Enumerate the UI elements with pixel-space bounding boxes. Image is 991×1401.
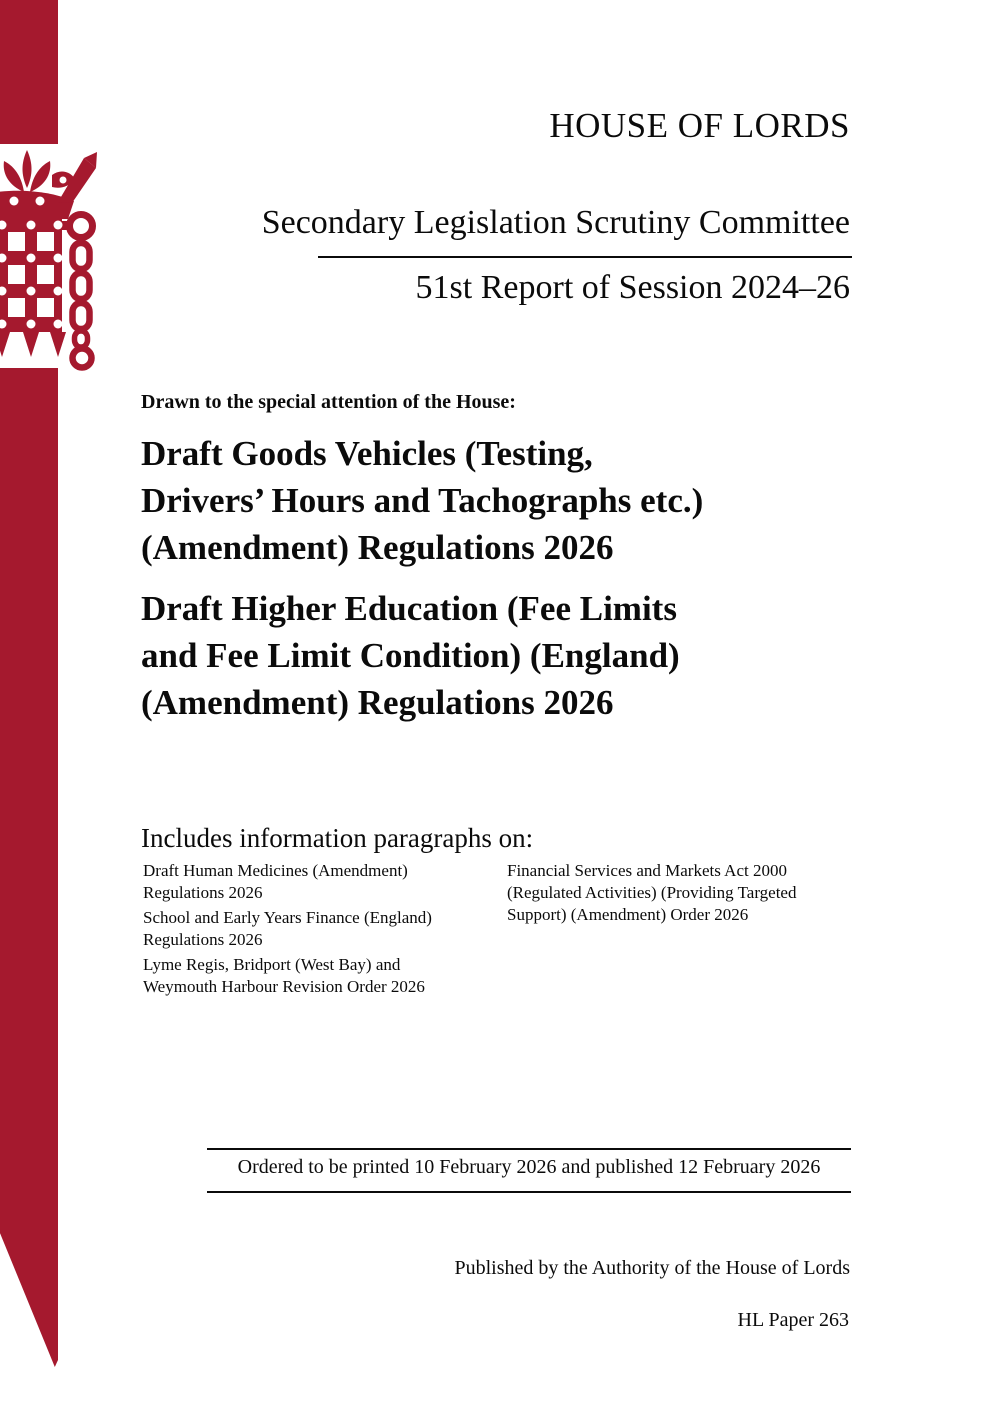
info-item-line: School and Early Years Finance (England) <box>143 908 432 927</box>
heading-line: (Amendment) Regulations 2026 <box>141 528 614 567</box>
instrument-heading-goods-vehicles <box>141 430 703 571</box>
heading-line: Drivers’ Hours and Tachographs etc.) <box>141 481 704 520</box>
special-attention-label: Drawn to the special attention of the House: <box>141 391 516 413</box>
red-banner-top <box>0 0 58 144</box>
house-of-lords-title: HOUSE OF LORDS <box>549 106 850 145</box>
hl-paper-number: HL Paper 263 <box>737 1309 849 1331</box>
heading-line: and Fee Limit Condition) (England) <box>141 636 680 675</box>
committee-underline <box>318 256 852 258</box>
info-item-line: Regulations 2026 <box>143 930 263 949</box>
info-item-line: (Regulated Activities) (Providing Targeted <box>507 883 797 902</box>
info-item-line: Lyme Regis, Bridport (West Bay) and <box>143 955 401 974</box>
report-session-title: 51st Report of Session 2024–26 <box>415 269 850 306</box>
info-paragraphs-label: Includes information paragraphs on: <box>141 823 534 853</box>
ordered-rule-bottom <box>207 1191 851 1193</box>
info-column-left <box>143 860 493 1001</box>
info-item-line: Weymouth Harbour Revision Order 2026 <box>143 977 425 996</box>
heading-line: (Amendment) Regulations 2026 <box>141 683 614 722</box>
red-banner-bottom-tapered <box>0 368 58 1367</box>
portcullis-crown-icon <box>0 145 100 377</box>
heading-line: Draft Goods Vehicles (Testing, <box>141 434 593 473</box>
info-item-line: Support) (Amendment) Order 2026 <box>507 905 749 924</box>
info-item <box>143 860 493 904</box>
info-item <box>143 954 493 998</box>
published-authority-line: Published by the Authority of the House of Lords <box>454 1257 850 1279</box>
info-item-line: Draft Human Medicines (Amendment) <box>143 861 408 880</box>
info-item <box>143 907 493 951</box>
committee-title: Secondary Legislation Scrutiny Committee <box>261 204 850 241</box>
instrument-heading-higher-education <box>141 585 680 726</box>
info-item-line: Financial Services and Markets Act 2000 <box>507 861 787 880</box>
info-item <box>507 860 852 926</box>
info-item-line: Regulations 2026 <box>143 883 263 902</box>
ordered-rule-top <box>207 1148 851 1150</box>
heading-line: Draft Higher Education (Fee Limits <box>141 589 677 628</box>
ordered-printed-line: Ordered to be printed 10 February 2026 and published 12 February 2026 <box>237 1156 821 1178</box>
info-column-right <box>507 860 852 929</box>
